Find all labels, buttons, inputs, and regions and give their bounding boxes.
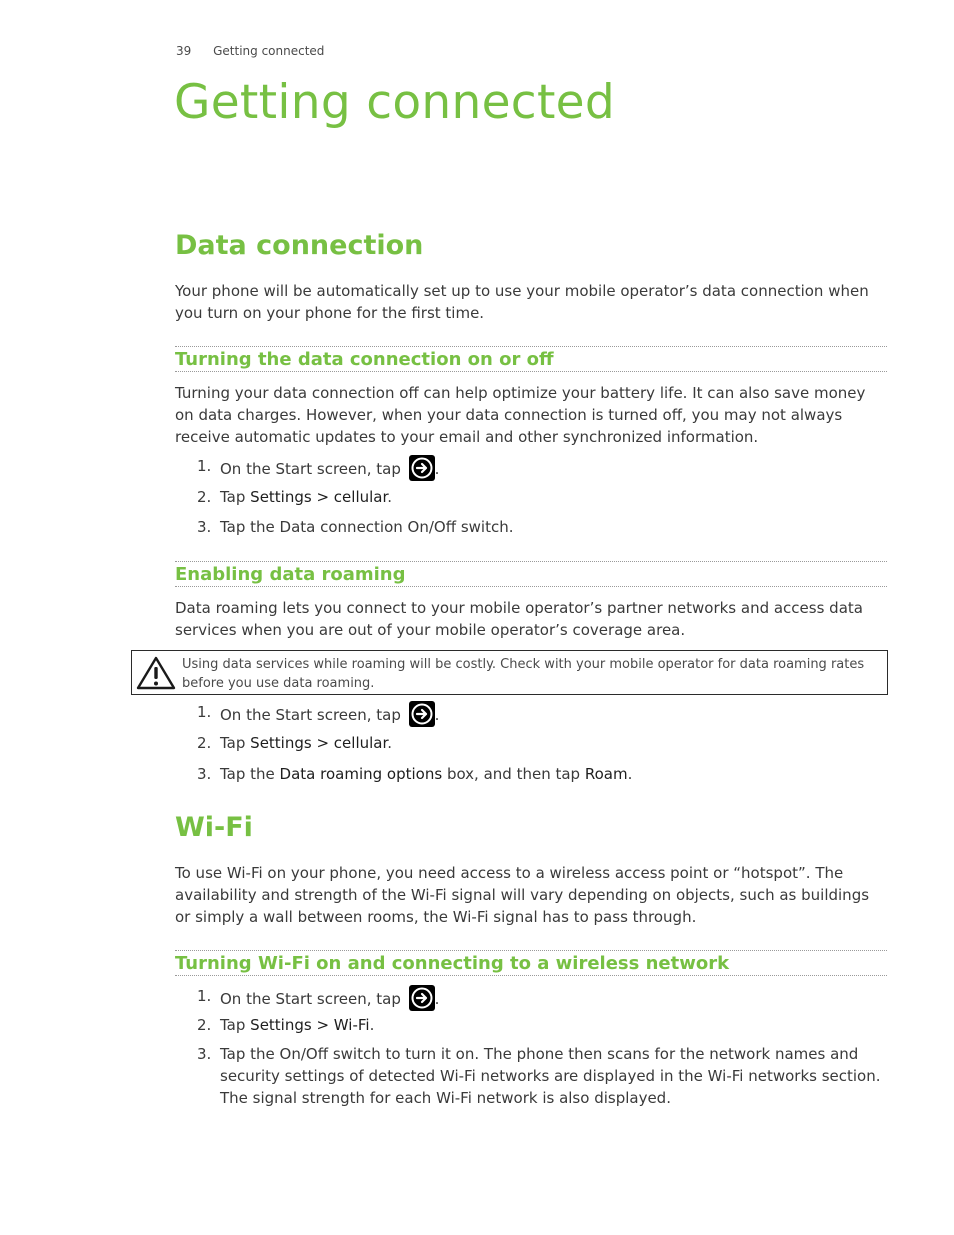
list-item — [175, 701, 887, 732]
step-text-end: . — [627, 765, 633, 783]
step-emphasis: Data roaming options — [279, 765, 443, 783]
page-number: 39 — [176, 44, 192, 58]
step-emphasis-2: Roam — [584, 765, 628, 783]
data-connection-heading: Data connection — [175, 230, 424, 261]
step-number: 2. — [197, 488, 212, 506]
step-text-end: . — [369, 1016, 375, 1034]
step-number: 1. — [197, 987, 212, 1005]
step-emphasis: Settings > cellular — [250, 734, 388, 752]
step-text-end: . — [387, 734, 393, 752]
roaming-body: Data roaming lets you connect to your mobile operator’s partner networks and access data services when you are out of your mobile operator’s coverage area. — [175, 599, 863, 639]
step-number: 2. — [197, 1016, 212, 1034]
step-text: Tap the On/Off switch to turn it on. The phone then scans for the network names and security settings of detected Wi-Fi networks are displayed in the Wi-Fi networks section. The signal strength for each Wi-Fi network is also displayed. — [220, 1045, 881, 1107]
step-text-end: . — [434, 990, 440, 1008]
data-toggle-heading: Turning the data connection on or off — [175, 346, 887, 372]
list-item — [175, 455, 887, 486]
step-number: 3. — [197, 518, 212, 536]
list-item — [175, 763, 887, 785]
step-number: 1. — [197, 703, 212, 721]
step-text-end: . — [434, 460, 440, 478]
warning-note — [131, 650, 888, 695]
step-emphasis: Settings > cellular — [250, 488, 388, 506]
roaming-steps — [175, 701, 887, 785]
arrow-right-circle-icon — [409, 701, 435, 727]
running-header — [176, 44, 324, 58]
step-number: 3. — [197, 765, 212, 783]
data-connection-intro: Your phone will be automatically set up to use your mobile operator’s data connection when you turn on your phone for the first time. — [175, 282, 869, 322]
step-text: On the Start screen, tap — [220, 460, 401, 478]
step-text: Tap — [220, 734, 251, 752]
list-item — [175, 486, 887, 516]
wifi-heading: Wi-Fi — [175, 812, 253, 843]
wifi-connect-heading: Turning Wi-Fi on and connecting to a wireless network — [175, 950, 887, 976]
list-item — [175, 732, 887, 763]
data-toggle-steps — [175, 455, 887, 538]
arrow-right-circle-icon — [409, 985, 435, 1011]
wifi-steps — [175, 985, 887, 1109]
list-item — [175, 1043, 887, 1109]
warning-triangle-icon — [136, 656, 176, 694]
step-text: On the Start screen, tap — [220, 706, 401, 724]
step-number: 3. — [197, 1045, 212, 1063]
roaming-heading: Enabling data roaming — [175, 561, 887, 587]
warning-text: Using data services while roaming will be costly. Check with your mobile operator for data roaming rates before you use data roaming. — [182, 657, 865, 691]
arrow-right-circle-icon — [409, 455, 435, 481]
step-emphasis: Settings > Wi-Fi — [250, 1016, 370, 1034]
step-number: 2. — [197, 734, 212, 752]
data-toggle-body: Turning your data connection off can help optimize your battery life. It can also save money on data charges. However, when your data connection is turned off, you may not always receive automatic updates to your email and other synchronized information. — [175, 384, 866, 446]
list-item — [175, 516, 887, 538]
list-item — [175, 985, 887, 1014]
running-header-section: Getting connected — [213, 44, 325, 58]
step-text-mid: box, and then tap — [442, 765, 585, 783]
page-title: Getting connected — [174, 75, 616, 130]
step-text-end: . — [387, 488, 393, 506]
step-number: 1. — [197, 457, 212, 475]
step-text: Tap the Data connection On/Off switch. — [220, 518, 514, 536]
step-text: Tap the — [220, 765, 280, 783]
step-text-end: . — [434, 706, 440, 724]
step-text: On the Start screen, tap — [220, 990, 401, 1008]
list-item — [175, 1014, 887, 1043]
step-text: Tap — [220, 1016, 251, 1034]
wifi-intro: To use Wi-Fi on your phone, you need access to a wireless access point or “hotspot”. The availability and strength of the Wi-Fi signal will vary depending on objects, such as buildings or simply a wall between rooms, the Wi-Fi signal has to pass through. — [175, 864, 870, 926]
step-text: Tap — [220, 488, 251, 506]
